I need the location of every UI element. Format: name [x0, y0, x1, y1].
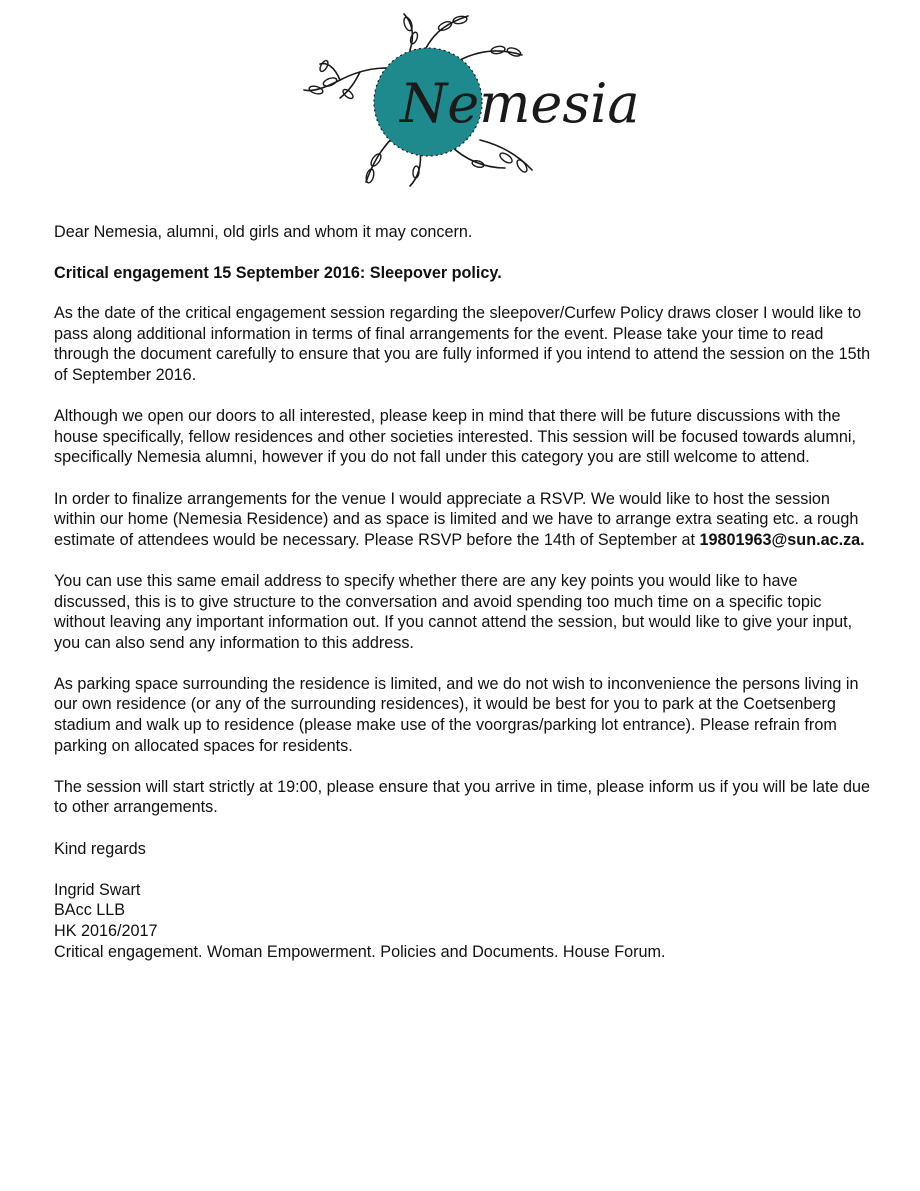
signature-portfolio: Critical engagement. Woman Empowerment. Policies and Documents. House Forum.	[54, 942, 666, 961]
signature-position: HK 2016/2017	[54, 922, 158, 940]
rsvp-email: 19801963@sun.ac.za.	[699, 530, 865, 549]
closing: Kind regards	[54, 839, 146, 858]
paragraph-key-points: You can use this same email address to specify whether there are any key points you would like to have discussed, this is to give structure to the conversation and avoid spending too much time on a specific topic without leaving any important information out. If you cannot attend the session, but would like to give your input, you can also send any information to this address.	[54, 571, 853, 652]
paragraph-audience: Although we open our doors to all interested, please keep in mind that there will be future discussions with the house specifically, fellow residences and other societies interested. This session will be focused towards alumni, specifically Nemesia alumni, however if you do not fall under this category you are still welcome to attend.	[54, 407, 856, 467]
salutation: Dear Nemesia, alumni, old girls and whom it may concern.	[54, 223, 473, 241]
signature-name: Ingrid Swart	[54, 880, 141, 899]
paragraph-parking: As parking space surrounding the residence is limited, and we do not wish to inconvenience the persons living in our own residence (or any of the surrounding residences), it would be best for you to park at the Coetsenberg stadium and walk up to residence (please make use of the voorgras/parking lot entrance). Please refrain from parking on allocated spaces for residents.	[54, 674, 859, 755]
signature-block	[54, 880, 874, 962]
paragraph-start-time: The session will start strictly at 19:00, please ensure that you arrive in time, please inform us if you will be late due to other arrangements.	[54, 777, 871, 817]
logo-text: Nemesia	[400, 72, 640, 135]
rsvp-text: In order to finalize arrangements for the venue I would appreciate a RSVP. We would like to host the session within our home (Nemesia Residence) and as space is limited and we have to arrange extra seating etc. a rough estimate of attendees would be necessary. Please RSVP before the 14th of September at	[54, 489, 859, 549]
signature-degree: BAcc LLB	[54, 901, 126, 920]
subject-line: Critical engagement 15 September 2016: Sleepover policy.	[54, 263, 502, 282]
letter-body	[54, 222, 874, 983]
paragraph-rsvp	[54, 489, 874, 551]
paragraph-intro: As the date of the critical engagement session regarding the sleepover/Curfew Policy draws closer I would like to pass along additional information in terms of final arrangements for the event. Please take your time to read through the document carefully to ensure that you are fully informed if you intend to attend the session on the 15th of September 2016.	[54, 304, 871, 384]
nemesia-logo	[300, 10, 640, 190]
